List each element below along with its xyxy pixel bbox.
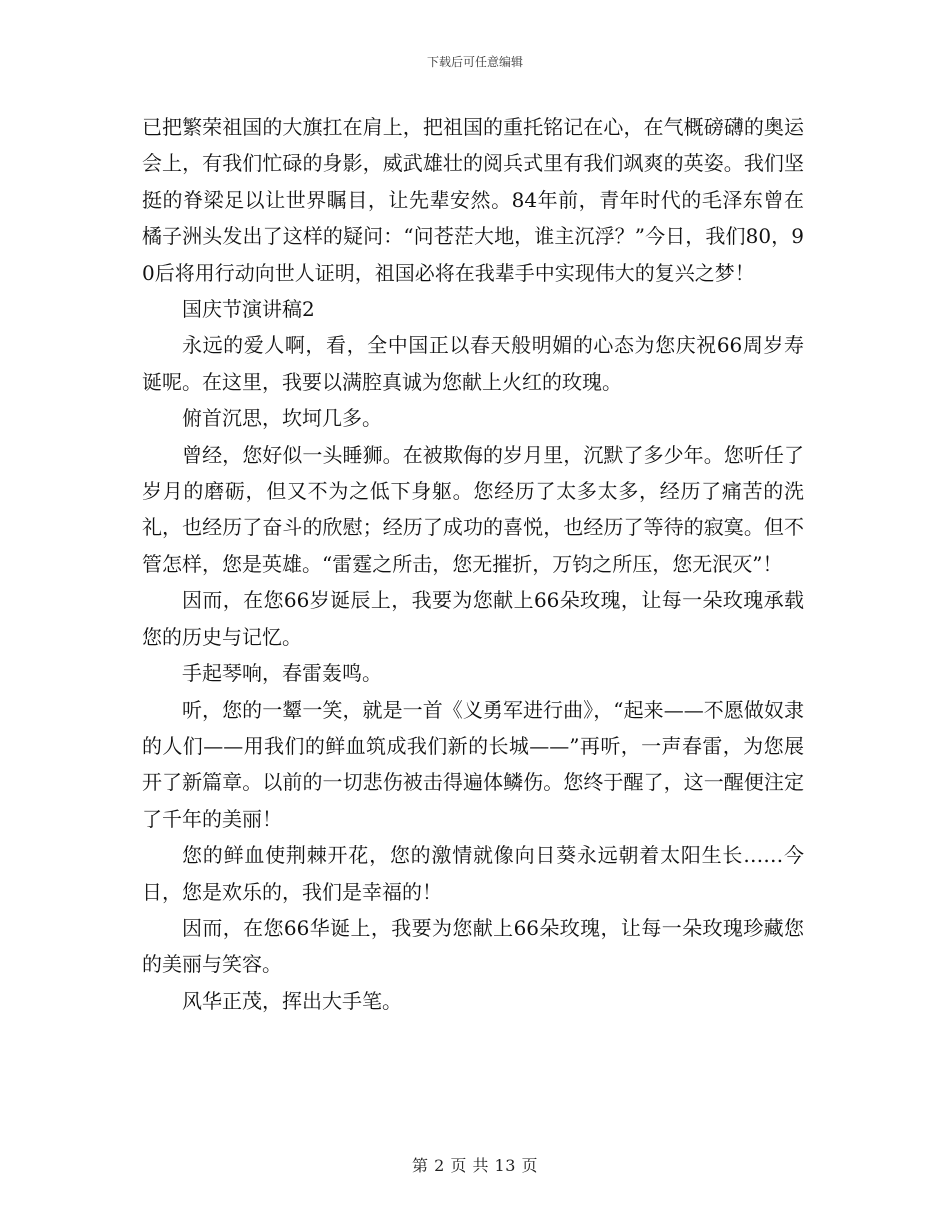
section-heading: 国庆节演讲稿2 [182, 297, 315, 322]
paragraph: 听，您的一颦一笑，就是一首《义勇军进行曲》，“起来——不愿做奴隶的人们——用我们的鲜血筑成我们新的长城——”再听，一声春雷，为您展开了新篇章。以前的一切悲伤被击得遍体鳞伤。您终于醒了，这一醒便注定了千年的美丽！ [142, 697, 804, 831]
page-header: 下载后可任意编辑 [426, 55, 523, 69]
paragraph: 风华正茂，挥出大手笔。 [182, 988, 402, 1013]
page-number-footer: 第 2 页 共 13 页 [412, 1156, 538, 1175]
paragraph: 曾经，您好似一头睡狮。在被欺侮的岁月里，沉默了多少年。您听任了岁月的磨砺，但又不为之低下身躯。您经历了太多太多，经历了痛苦的洗礼，也经历了奋斗的欣慰；经历了成功的喜悦，也经历了等待的寂寞。但不管怎样，您是英雄。“雷霆之所击，您无摧折，万钧之所压，您无泯灭”！ [142, 442, 804, 576]
paragraph: 已把繁荣祖国的大旗扛在肩上，把祖国的重托铭记在心，在气概磅礴的奥运会上，有我们忙碌的身影，威武雄壮的阅兵式里有我们飒爽的英姿。我们坚挺的脊梁足以让世界瞩目，让先辈安然。84年前，青年时代的毛泽东曾在橘子洲头发出了这样的疑问：“问苍茫大地，谁主沉浮？”今日，我们80，90后将用行动向世人证明，祖国必将在我辈手中实现伟大的复兴之梦！ [142, 115, 804, 285]
paragraph: 因而，在您66岁诞辰上，我要为您献上66朵玫瑰，让每一朵玫瑰承载您的历史与记忆。 [142, 588, 804, 649]
paragraph: 手起琴响，春雷轰鸣。 [182, 661, 382, 686]
paragraph: 您的鲜血使荆棘开花，您的激情就像向日葵永远朝着太阳生长……今日，您是欢乐的，我们是幸福的！ [142, 843, 804, 904]
paragraph: 因而，在您66华诞上，我要为您献上66朵玫瑰，让每一朵玫瑰珍藏您的美丽与笑容。 [142, 915, 804, 977]
paragraph: 永远的爱人啊，看，全中国正以春天般明媚的心态为您庆祝66周岁寿诞呢。在这里，我要以满腔真诚为您献上火红的玫瑰。 [142, 333, 804, 394]
paragraph: 俯首沉思，坎坷几多。 [182, 406, 382, 431]
document-body [142, 109, 804, 1019]
